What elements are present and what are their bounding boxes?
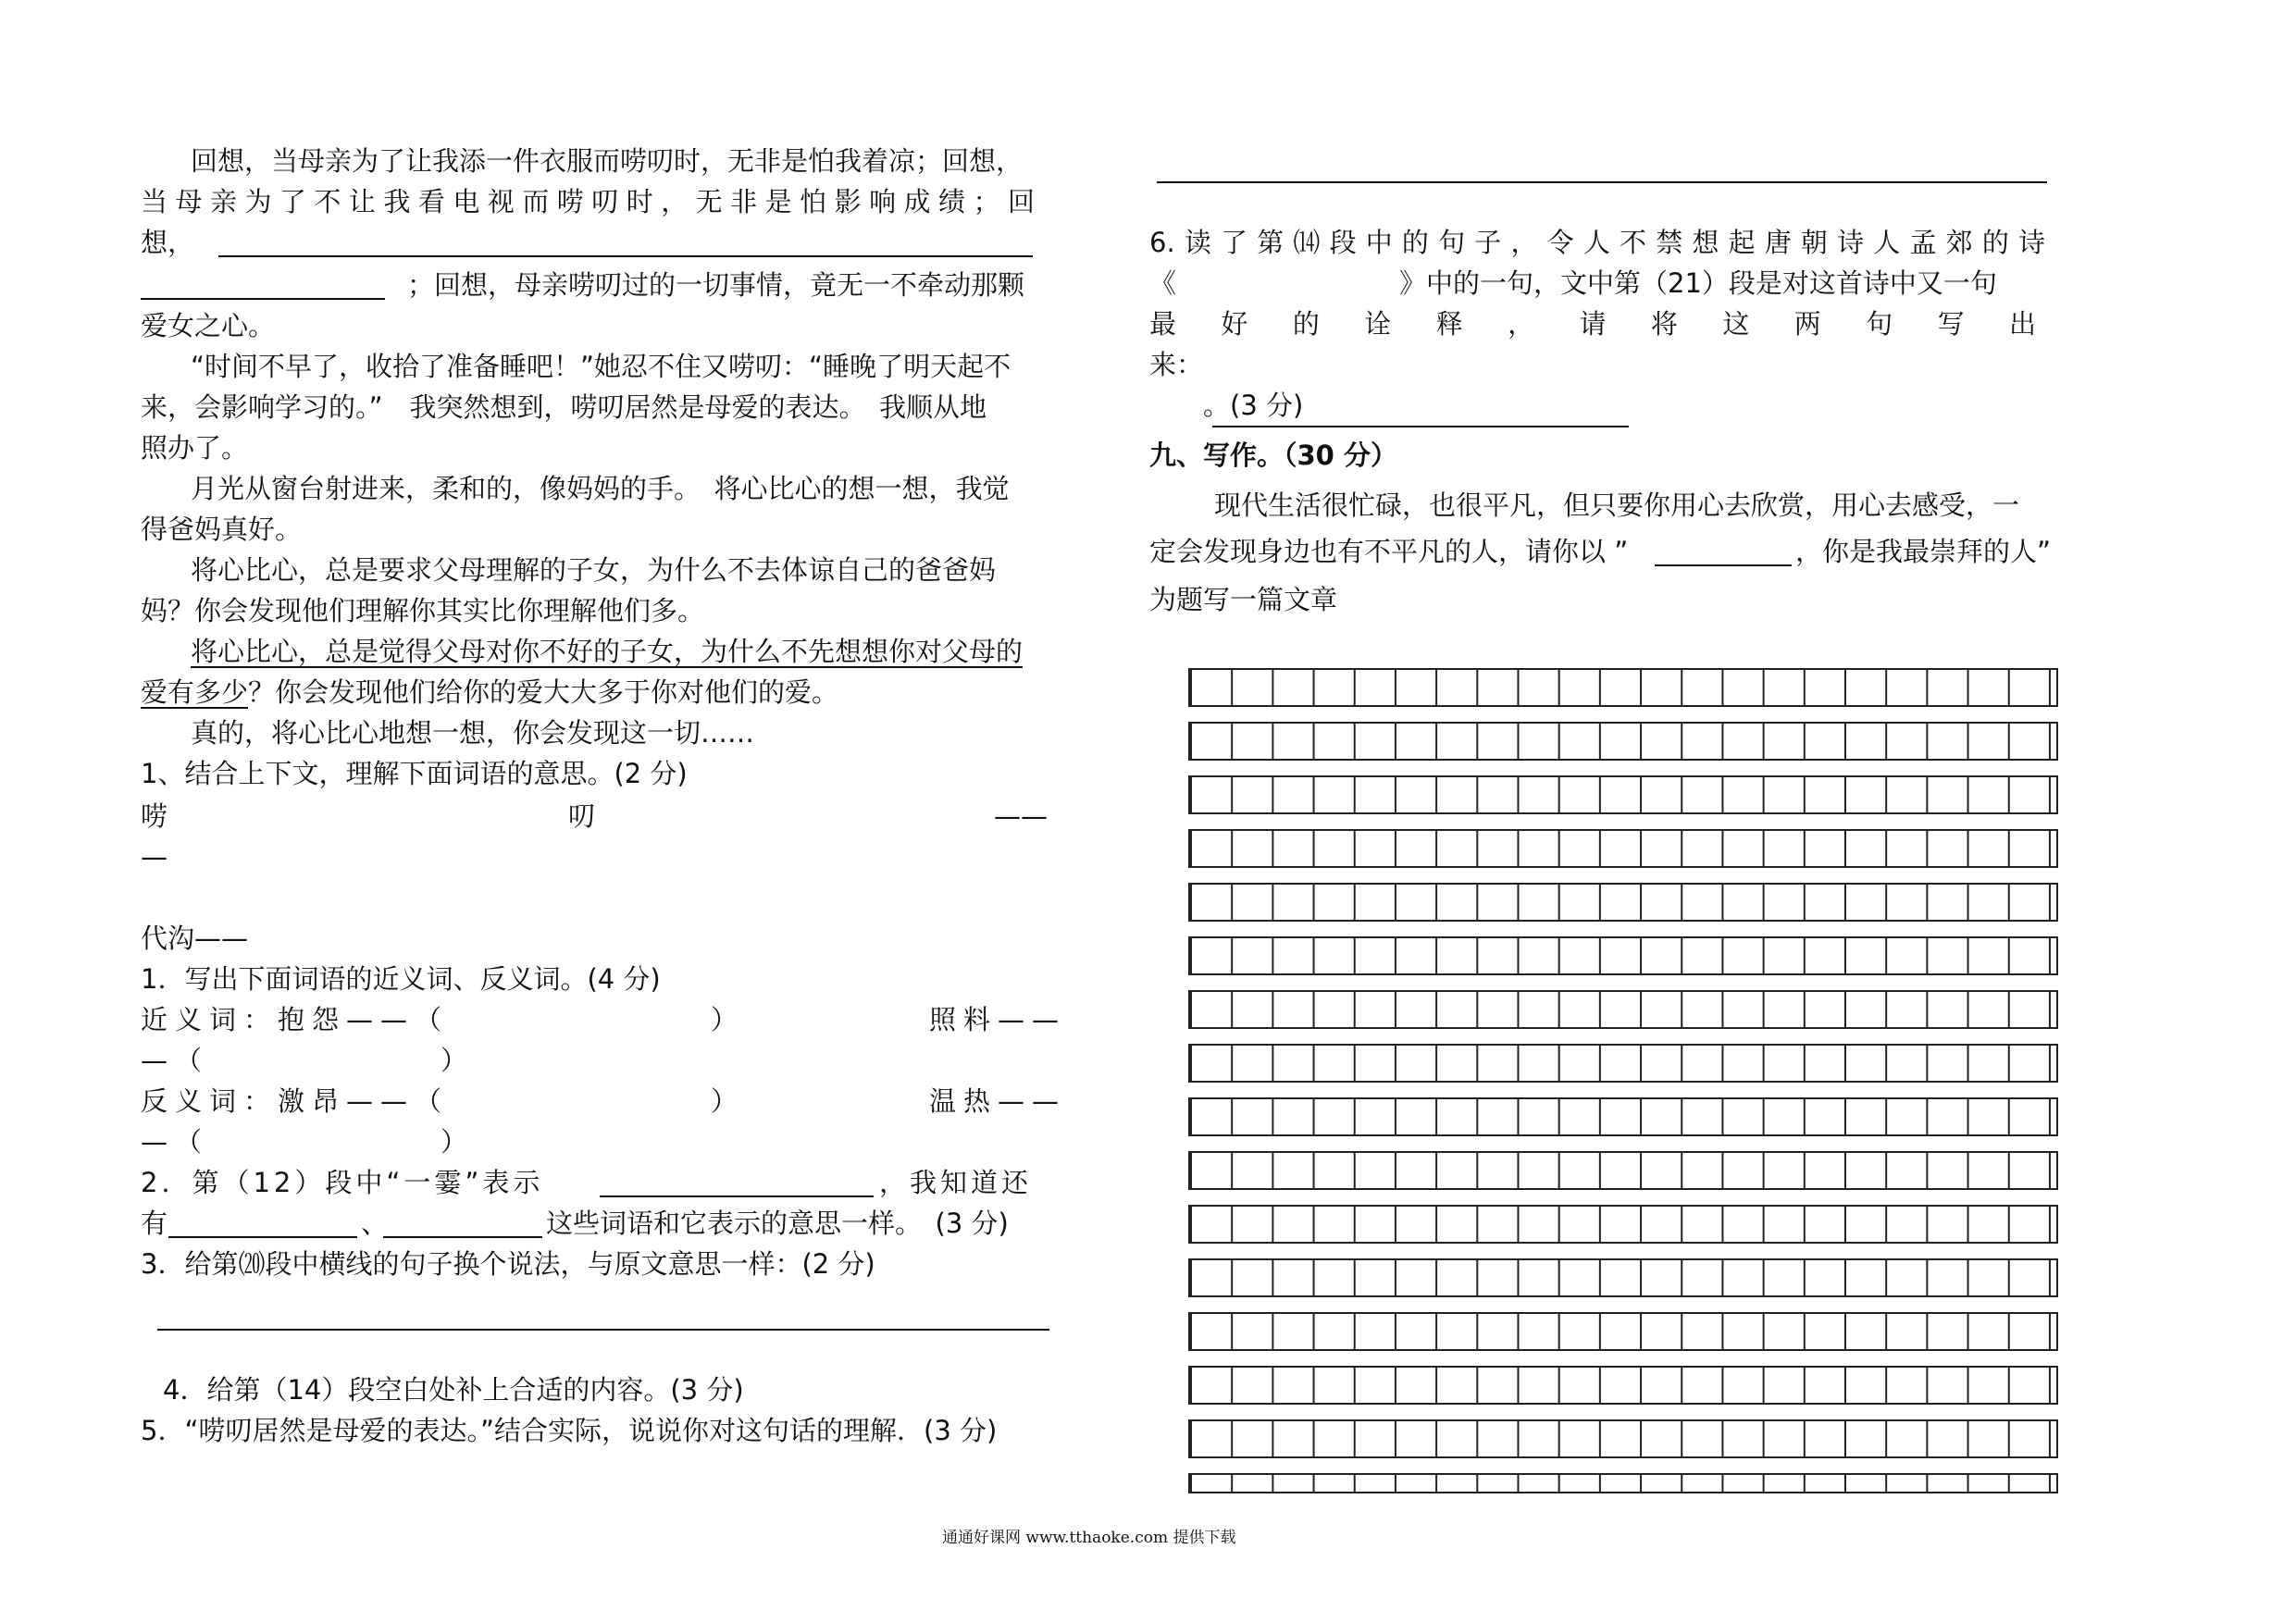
grid-row[interactable]	[1188, 1312, 2058, 1351]
question-5: 5．“唠叨居然是母爱的表达。”结合实际，说说你对这句话的理解．(3 分)	[141, 1415, 998, 1446]
grid-row[interactable]	[1188, 722, 2058, 761]
bracket: ）	[711, 1004, 738, 1035]
term-label: 唠	[141, 800, 168, 832]
passage-line: 爱女之心。	[141, 310, 276, 341]
question-6: 》中的一句，文中第（21）段是对这首诗中又一句	[1399, 267, 1997, 299]
grid-row[interactable]	[1188, 829, 2058, 868]
question-4: 4．给第（14）段空白处补上合适的内容。(3 分)	[163, 1374, 744, 1406]
question-1: 1、结合上下文，理解下面词语的意思。(2 分)	[141, 758, 688, 789]
passage-line: 将心比心，总是要求父母理解的子女，为什么不去体谅自己的爸爸妈	[191, 554, 997, 586]
dash: —	[141, 841, 168, 873]
bracket: ）	[441, 1045, 468, 1076]
answer-blank-line[interactable]	[600, 1196, 874, 1197]
passage-line: 爱有多少？你会发现他们给你的爱大大多于你对他们的爱。	[141, 676, 839, 708]
passage-line: 当母亲为了不让我看电视而唠叨时，无非是怕影响成绩；回	[141, 186, 1035, 217]
answer-blank-line[interactable]	[1212, 426, 1629, 427]
synonym-row: 照料——	[929, 1004, 1067, 1035]
question-synonyms: 1．写出下面词语的近义词、反义词。(4 分)	[141, 963, 661, 995]
underlined-sentence: 将心比心，总是觉得父母对你不好的子女，为什么不先想想你对父母的	[191, 636, 1024, 667]
underlined-sentence: 爱有多少	[141, 676, 249, 708]
passage-line: 妈？你会发现他们理解你其实比你理解他们多。	[141, 595, 705, 626]
grid-row[interactable]	[1188, 990, 2058, 1029]
section-title: 九、写作。（30 分）	[1149, 440, 1397, 471]
answer-blank-line[interactable]	[383, 1236, 542, 1238]
question-6: 6.读了第⒁段中的句子，令人不禁想起唐朝诗人孟郊的诗	[1149, 227, 2045, 258]
grid-row[interactable]	[1188, 1366, 2058, 1405]
synonym-row: 近义词：抱怨——（	[141, 1004, 450, 1035]
grid-row[interactable]	[1188, 1205, 2058, 1244]
question-2: 这些词语和它表示的意思一样。 (3 分)	[546, 1208, 1009, 1239]
question-2: 2．第（12）段中“一霎”表示	[141, 1167, 544, 1198]
answer-blank-line[interactable]	[1157, 181, 2047, 183]
antonym-row: —（	[141, 1126, 210, 1158]
question-3: 3．给第⒇段中横线的句子换个说法，与原文意思一样：(2 分)	[141, 1248, 875, 1280]
passage-line: 来，会影响学习的。” 我突然想到，唠叨居然是母爱的表达。 我顺从地	[141, 391, 987, 423]
passage-line: ；回想，母亲唠叨过的一切事情，竟无一不牵动那颗	[407, 269, 1025, 301]
answer-blank-line[interactable]	[157, 1329, 1049, 1331]
term-label: 叨	[568, 800, 596, 832]
question-6: 最好的诠释，请将这两句写出	[1149, 308, 2045, 340]
answer-blank-line[interactable]	[141, 298, 385, 300]
passage-line: 想，	[141, 227, 195, 258]
grid-row[interactable]	[1188, 775, 2058, 814]
antonym-row: 反义词：激昂——（	[141, 1085, 450, 1117]
term-label: 代沟——	[141, 923, 249, 954]
title-blank-line[interactable]	[1655, 564, 1792, 566]
writing-prompt: 现代生活很忙碌，也很平凡，但只要你用心去欣赏，用心去感受，一	[1214, 489, 2020, 521]
question-6: 。(3 分)	[1203, 390, 1304, 421]
passage-line: 得爸妈真好。	[141, 514, 303, 545]
question-2: ，我知道还	[879, 1167, 1033, 1198]
grid-row[interactable]	[1188, 883, 2058, 922]
answer-blank-line[interactable]	[168, 1236, 357, 1238]
antonym-row: 温热——	[929, 1085, 1067, 1117]
grid-row[interactable]	[1188, 1473, 2058, 1493]
footer-credit: 通通好课网 www.tthaoke.com 提供下载	[942, 1529, 1236, 1547]
question-2: 有	[141, 1208, 168, 1239]
grid-row[interactable]	[1188, 1419, 2058, 1458]
grid-row[interactable]	[1188, 1097, 2058, 1136]
question-6: 《	[1149, 267, 1177, 299]
writing-prompt: 为题写一篇文章	[1149, 584, 1338, 615]
passage-line: 回想，当母亲为了让我添一件衣服而唠叨时，无非是怕我着凉；回想，	[191, 145, 1024, 177]
grid-row[interactable]	[1188, 668, 2058, 707]
bracket: ）	[441, 1126, 468, 1158]
answer-blank-line[interactable]	[218, 255, 1033, 257]
writing-prompt: ，你是我最崇拜的人”	[1795, 536, 2052, 567]
grid-row[interactable]	[1188, 1258, 2058, 1297]
passage-line: “时间不早了，收拾了准备睡吧！”她忍不住又唠叨：“睡晚了明天起不	[191, 351, 1011, 382]
grid-row[interactable]	[1188, 1151, 2058, 1190]
grid-row[interactable]	[1188, 936, 2058, 975]
question-6: 来：	[1149, 349, 1204, 380]
question-2: 、	[361, 1208, 389, 1239]
dash: ——	[994, 800, 1048, 832]
passage-line: 月光从窗台射进来，柔和的，像妈妈的手。 将心比心的想一想，我觉	[191, 473, 1010, 504]
synonym-row: —（	[141, 1045, 210, 1076]
bracket: ）	[711, 1085, 738, 1117]
grid-row[interactable]	[1188, 1044, 2058, 1083]
passage-line: 照办了。	[141, 432, 249, 464]
writing-prompt: 定会发现身边也有不平凡的人，请你以 ”	[1149, 536, 1629, 567]
passage-line: 真的，将心比心地想一想，你会发现这一切……	[191, 717, 755, 749]
